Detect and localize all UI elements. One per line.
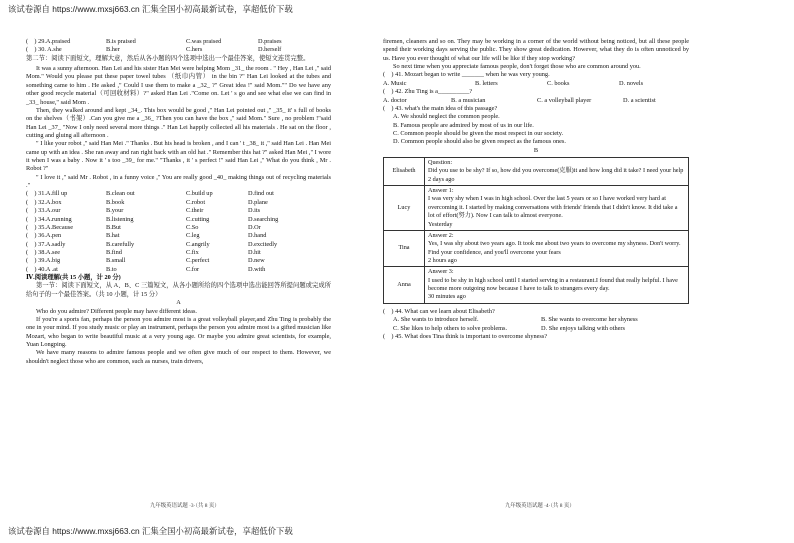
table-row: [384, 158, 689, 186]
option-d: D.hit: [248, 248, 261, 256]
option-c: C.So: [186, 223, 199, 231]
table-row: [384, 230, 689, 266]
question-42: ( ) 42. Zhu Ting is a__________?: [383, 88, 473, 96]
post-content: [425, 158, 689, 186]
option-c: C.perfect: [186, 257, 210, 265]
forum-table: [383, 157, 689, 304]
option-b: B.your: [106, 207, 124, 215]
q30-option-b: B.her: [106, 46, 120, 54]
option-a: ( ) 32.A.box: [26, 198, 62, 206]
option-a: A. doctor: [383, 96, 407, 104]
q43-option-b: B. Famous people are admired by most of us in our life.: [393, 121, 534, 129]
option-d: D.excitedly: [248, 240, 278, 248]
q44-options-ab: [383, 316, 689, 324]
question-45: ( ) 45. What does Tina think is important to overcome shyness?: [383, 332, 548, 340]
option-d: D.its: [248, 207, 261, 215]
option-b: B.find: [106, 248, 122, 256]
q43-option-a: A. We should neglect the common people.: [393, 113, 500, 121]
passage-a-paragraph-3-continued: firemen, cleaners and so on. They may be working in a corner of the world without being noticed, but all these people spend their working days serving the public. They show great dedication. However, what they do is often unnoticed by us. Have you ever thought of what our life will be like if they stop working?: [383, 38, 689, 62]
option-row: [26, 266, 331, 274]
reading-section-title: Ⅳ.阅读理解(共 15 小题，计 20 分): [26, 274, 121, 282]
post-body: I used to be shy in high school until I started serving in a restaurant.I found that really helpful. I have become more outgoing now because I have to talk to strangers every day.: [428, 276, 678, 293]
option-a: ( ) 39.A.big: [26, 257, 61, 265]
option-b: B.But: [106, 223, 121, 231]
post-content: [425, 267, 689, 303]
watermark-bottom: 该试卷源自 https://www.mxsj663.cn 汇集全国小初高最新试卷，享超低价下载: [8, 526, 293, 536]
option-a: A. She wants to introduce herself.: [393, 316, 479, 324]
post-time: 2 hours ago: [428, 256, 457, 264]
option-a: ( ) 31.A.fill up: [26, 190, 68, 198]
question-43: ( ) 43. what's the main idea of this passage?: [383, 104, 498, 112]
option-d: D.find out: [248, 190, 274, 198]
post-heading: Question:: [428, 159, 453, 167]
q43-option-d: D. Common people should also be given respect as the famous ones.: [393, 138, 566, 146]
q29-stem: ( ) 29.A.praised: [26, 38, 71, 45]
option-d: D.plane: [248, 198, 268, 206]
q30-option-c: C.hers: [186, 46, 203, 54]
table-row: [384, 186, 689, 231]
option-c: C.robot: [186, 198, 206, 206]
option-b: B. letters: [475, 79, 498, 87]
option-a: ( ) 33.A.our: [26, 207, 61, 215]
question-41: ( ) 41. Mozart began to write _______ when he was very young.: [383, 71, 550, 79]
option-b: B. a musician: [451, 96, 486, 104]
page-4-footer: 九年级英语试题 ·4·（共 8 页）: [505, 503, 575, 509]
option-row: [26, 199, 331, 207]
option-c: C. books: [547, 79, 570, 87]
page-3-footer: 九年级英语试题 ·3·（共 8 页）: [150, 503, 220, 509]
post-body: I was very shy when I was in high school. Over the last 5 years or so I have worked very hard at overcoming it. I started by making conversations with friends' friends that I didn't know. It did take a lot of effort(努力). Now I can talk to almost everyone.: [428, 195, 678, 220]
passage-a-paragraph-3: We have many reasons to admire famous people and we often give much of our respect to them. However, we shouldn't neglect those who are common, such as nurses, train drivers,: [26, 349, 331, 365]
page-4-column: [383, 38, 689, 341]
option-d: D.searching: [248, 215, 279, 223]
post-time: Yesterday: [428, 220, 453, 228]
option-c: C.their: [186, 207, 204, 215]
option-a: ( ) 37.A.sadly: [26, 240, 66, 248]
option-row: [26, 249, 331, 257]
post-body: Did you use to be shy? If so, how did you overcome(克服)it and how long did it take? I need your help: [428, 167, 684, 175]
option-a: ( ) 38.A.see: [26, 248, 61, 256]
option-a: ( ) 36.A.pen: [26, 232, 62, 240]
option-row: [26, 241, 331, 249]
option-b: B.to: [106, 265, 117, 273]
post-heading: Answer 1:: [428, 187, 454, 195]
option-row: [26, 207, 331, 215]
poster-name: Tina: [384, 230, 425, 266]
option-c: C. She likes to help others to solve problems.: [393, 324, 508, 332]
post-content: [425, 230, 689, 266]
question-30: [26, 46, 331, 54]
q29-option-c: C.was praised: [186, 38, 222, 45]
option-d: D.Or: [248, 223, 261, 231]
option-b: B.clean out: [106, 190, 135, 198]
option-d: D. novels: [619, 79, 644, 87]
option-a: A. Music: [383, 79, 407, 87]
q29-option-b: B.is praised: [106, 38, 136, 45]
option-b: B.small: [106, 257, 126, 265]
option-row: [26, 224, 331, 232]
option-d: D. She enjoys talking with others: [541, 324, 625, 332]
option-b: B.carefully: [106, 240, 135, 248]
passage-b-label: B: [533, 146, 539, 154]
option-row: [26, 232, 331, 240]
poster-name: Elisabeth: [384, 158, 425, 186]
q29-option-d: D.praises: [258, 38, 282, 45]
q42-options: [383, 97, 689, 105]
option-c: C. a volleyball player: [537, 96, 592, 104]
cloze-paragraph-1: It was a sunny afternoon. Han Lei and his sister Han Mei were helping Mom _31_ the room . " Hey , Han Lei ," said Mom." Would you please put these paper towel tubes （纸巾内管） in the bin ?" Han Lei looked at the tubes and something came to him . He asked ," Could I use them to make a _32_ ?" Great idea !" said Mom."" Do we have any other good recycle material（可回收材料）?" asked Han Lei ."Come on. Let ' s go and see what else we can find in _33_ house," said Mom .: [26, 65, 331, 106]
q41-options: [383, 80, 689, 88]
option-c: C.leg: [186, 232, 200, 240]
q43-option-c: C. Common people should be given the most respect in our society.: [393, 129, 564, 137]
post-time: 2 days ago: [428, 175, 455, 183]
option-d: D.hand: [248, 232, 267, 240]
cloze-paragraph-3: " I like your robot ," said Han Mei ." Thanks . But his head is broken , and I can ' t _38_ it ," said Han Lei . Han Mei came up with an idea . She ran away and ran right back with an old hat ." Remember this hat ?" asked Han Mei ," I wore it when I was a baby . Now it ' s too _39_ for me." "Thanks , it ' s perfect !" said Han Lei ," What do you think , Mr . Robot ?": [26, 140, 331, 173]
post-heading: Answer 2:: [428, 231, 454, 239]
cloze-paragraph-4: " I love it ," said Mr . Robot , in a funny voice ," You are really good _40_ making things out of recycling materials .": [26, 173, 331, 190]
passage-a-paragraph-4: So next time when you appreciate famous people, don't forget those who are common around you.: [393, 63, 641, 71]
option-row: [26, 257, 331, 265]
option-d: D.with: [248, 265, 266, 273]
option-a: ( ) 35.A.Because: [26, 223, 74, 231]
option-b: B. She wants to overcome her shyness: [541, 316, 638, 324]
post-content: [425, 186, 689, 231]
option-d: D. a scientist: [623, 96, 656, 104]
option-c: C.cutting: [186, 215, 210, 223]
cloze-paragraph-2: Then, they walked around and kept _34_. This box would be good ," Han Lei pointed out ," _35_ it' s full of books on the shelves（书架）.Can you give me a _36_ ?Then you can have the box ," said Mom." Sure , no problem !"said Han Lei _37_ "Now I only need several more things ." Han Lei happily collected all his materials . He sat on the floor , cutting and gluing all afternoon .: [26, 106, 331, 139]
option-c: C.for: [186, 265, 200, 273]
table-row: [384, 267, 689, 303]
option-a: ( ) 40.A .at: [26, 265, 58, 273]
passage-a-paragraph-2: If you're a sports fan, perhaps the person you admire most is a great volleyball player,and Zhu Ting is probably the one in your mind. If you study music or play an instrument, perhaps the person you admire most is a gifted musician like Mozart, who began to write beautiful music at a very young age. Or maybe you admire great scientists, for example, Yuan Longping.: [26, 315, 331, 348]
option-row: [26, 190, 331, 198]
watermark-top: 该试卷源自 https://www.mxsj663.cn 汇集全国小初高最新试卷，享超低价下载: [8, 4, 293, 14]
option-b: B.book: [106, 198, 125, 206]
post-time: 30 minutes ago: [428, 293, 466, 301]
question-29: [26, 38, 331, 46]
poster-name: Lucy: [384, 186, 425, 231]
section-2-instructions: 第二节：阅读下面短文，理解大意，然后从各小题的四个选项中选出一个最佳答案，使短文连贯完整。: [26, 54, 310, 62]
option-c: C.build up: [186, 190, 213, 198]
option-b: B.hat: [106, 232, 120, 240]
post-body: Yes, I was shy about two years ago. It took me about two years to overcome my shyness. Don't worry. Find your confidence, and you'll overcome your fears: [428, 240, 681, 256]
q30-stem: ( ) 30. A.she: [26, 46, 62, 54]
q30-option-d: D.herself: [258, 46, 282, 54]
option-c: C.angrily: [186, 240, 210, 248]
page-3-column: [26, 38, 331, 366]
poster-name: Anna: [384, 267, 425, 303]
question-44: ( ) 44. What can we learn about Elisabeth?: [383, 307, 495, 315]
option-d: D.new: [248, 257, 265, 265]
passage-a-paragraph-1: Who do you admire? Different people may have different ideas.: [36, 307, 197, 315]
option-b: B.listening: [106, 215, 134, 223]
option-c: C.fix: [186, 248, 199, 256]
option-a: ( ) 34.A.running: [26, 215, 72, 223]
cloze-options-list: [26, 190, 331, 274]
q44-options-cd: [383, 325, 689, 333]
post-heading: Answer 3:: [428, 268, 454, 276]
reading-section-instructions: 第一节：阅读下面短文，从 A、B、C 三篇短文，从各小题所给的四个选项中选出能回答所提问题或完成所给句子的一个最佳答案。（共 10 小题，计 15 分）: [26, 282, 331, 298]
option-row: [26, 216, 331, 224]
passage-a-label: A: [176, 299, 181, 307]
